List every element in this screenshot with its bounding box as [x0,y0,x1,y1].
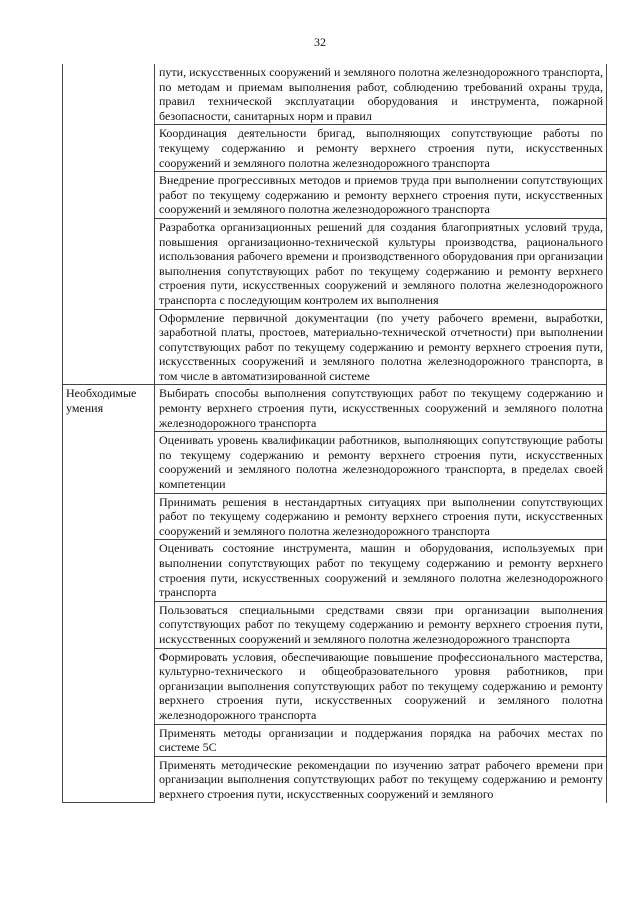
table-cell: Оценивать уровень квалификации работников, выполняющих сопутствующие работы по текущему содержанию и ремонту верхнего строения пути, искусственных сооружений и земляного полотна железнодорожного транспорта, в пределах своей компетенции [155,432,607,493]
table-cell: Оценивать состояние инструмента, машин и оборудования, используемых при выполнении сопутствующих работ по текущему содержанию и ремонту верхнего строения пути, искусственных сооружений и земляного полотна железнодорожного транспорта [155,540,607,601]
table-cell: Разработка организационных решений для создания благоприятных условий труда, повышения организационно-технической культуры производства, рационального использования рабочего времени и производственного оборудования при организации выполнения сопутствующих работ по текущему содержанию и ремонту верхнего строения пути, искусственных сооружений и земляного полотна железнодорожного транспорта с последующим контролем их выполнения [155,218,607,309]
table-cell: Применять методические рекомендации по изучению затрат рабочего времени при организации выполнения сопутствующих работ по текущему содержанию и ремонту верхнего строения пути, искусственных сооружений и земляного [155,756,607,802]
table-cell: Координация деятельности бригад, выполняющих сопутствующие работы по текущему содержанию и ремонту верхнего строения пути, искусственных сооружений и земляного полотна железнодорожного транспорта [155,125,607,172]
table-cell: пути, искусственных сооружений и земляного полотна железнодорожного транспорта, по методам и приемам выполнения работ, соблюдению требований охраны труда, правил технической эксплуатации оборудования и инструмента, пожарной безопасности, санитарных норм и правил [155,64,607,125]
table-cell: Принимать решения в нестандартных ситуациях при выполнении сопутствующих работ по текущему содержанию и ремонту верхнего строения пути, искусственных сооружений и земляного полотна железнодорожного транспорта [155,493,607,540]
table-row [63,64,607,125]
page-number: 32 [314,35,326,49]
table-cell: Применять методы организации и поддержания порядка на рабочих местах по системе 5С [155,724,607,756]
table-cell: Выбирать способы выполнения сопутствующих работ по текущему содержанию и ремонту верхнего строения пути, искусственных сооружений и земляного полотна железнодорожного транспорта [155,385,607,432]
table-cell: Оформление первичной документации (по учету рабочего времени, выработки, заработной платы, простоев, материально-технической отчетности) при выполнении сопутствующих работ по текущему содержанию и ремонту верхнего строения пути, искусственных сооружений и земляного полотна железнодорожного транспорта, в том числе в автоматизированной системе [155,309,607,385]
table-cell: Формировать условия, обеспечивающие повышение профессионального мастерства, культурно-технического и общеобразовательного уровня работников, при организации выполнения сопутствующих работ по текущему содержанию и ремонту верхнего строения пути, искусственных сооружений и земляного полотна железнодорожного транспорта [155,648,607,724]
row-label-cell [63,64,155,385]
requirements-table [62,64,607,803]
table-row [63,385,607,432]
table-cell: Внедрение прогрессивных методов и приемов труда при выполнении сопутствующих работ по текущему содержанию и ремонту верхнего строения пути, искусственных сооружений и земляного полотна железнодорожного транспорта [155,172,607,219]
section-label: Необходимые умения [66,386,137,416]
row-label-cell [63,385,155,803]
table-cell: Пользоваться специальными средствами связи при организации выполнения сопутствующих работ по текущему содержанию и ремонту верхнего строения пути, искусственных сооружений и земляного полотна железнодорожного транспорта [155,601,607,648]
